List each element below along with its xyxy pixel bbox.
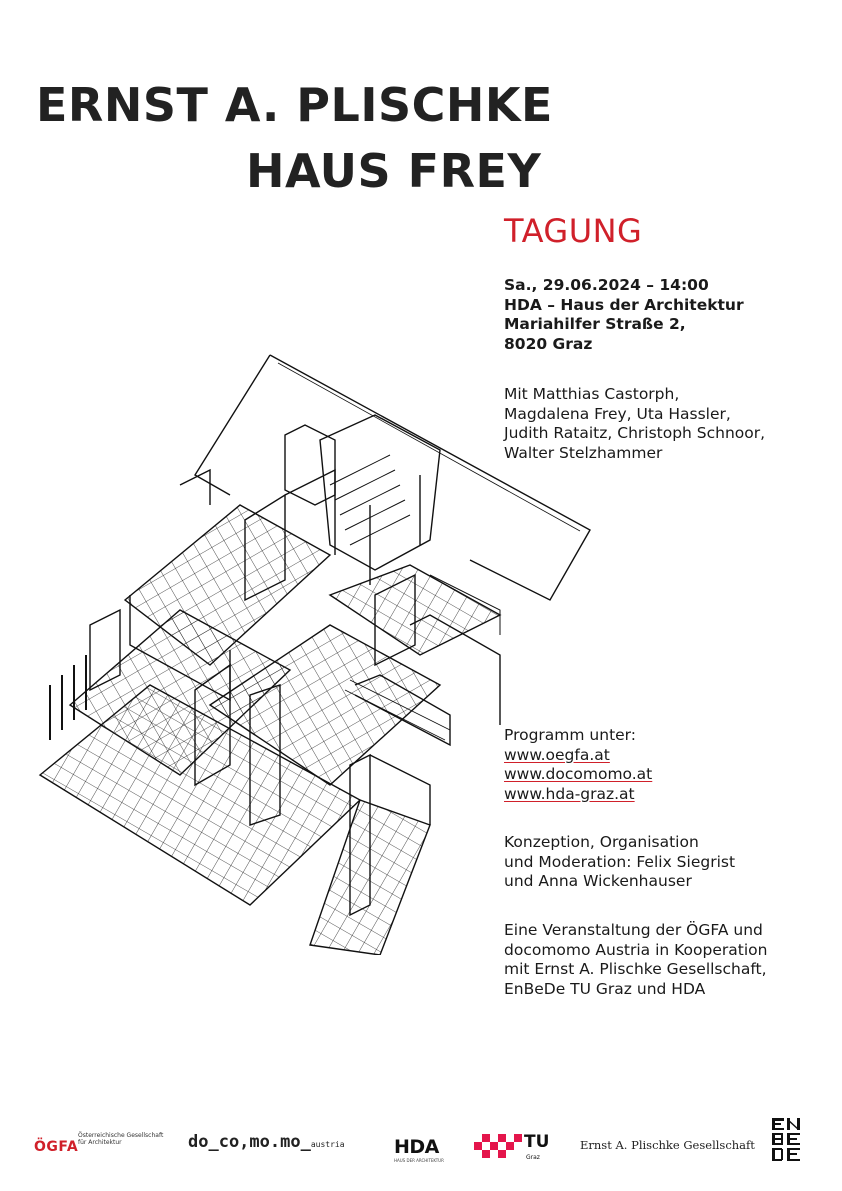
partner-logos-row	[0, 1110, 842, 1170]
hda-logo	[394, 1136, 444, 1163]
tu-graz-logo-mark: TU	[524, 1132, 550, 1152]
speakers-line: Judith Rataitz, Christoph Schnoor,	[504, 424, 766, 442]
docomomo-logo-mark: do_co,mo.mo_	[188, 1132, 311, 1152]
docomomo-logo-subtitle: austria	[310, 1140, 345, 1149]
link-docomomo[interactable]: www.docomomo.at	[504, 765, 653, 783]
speakers-line: Magdalena Frey, Uta Hassler,	[504, 404, 731, 423]
organizer-line: EnBeDe TU Graz und HDA	[504, 979, 706, 998]
speakers-line: Mit Matthias Castorph,	[504, 385, 680, 403]
plischke-gesellschaft-logo: Ernst A. Plischke Gesellschaft	[580, 1138, 755, 1152]
title-line-2: HAUS FREY	[246, 144, 542, 198]
oegfa-logo	[34, 1132, 164, 1155]
organizer-line: Eine Veranstaltung der ÖGFA und	[504, 921, 763, 939]
tu-graz-logo-subtitle: Graz	[526, 1154, 540, 1161]
tu-graz-logo	[474, 1132, 550, 1166]
hda-logo-subtitle: HAUS DER ARCHITEKTUR	[394, 1158, 444, 1163]
organizer-line: docomomo Austria in Kooperation	[504, 940, 768, 959]
enbede-logo	[770, 1116, 802, 1168]
hda-logo-mark: HDA	[394, 1136, 439, 1158]
isometric-floor-plan-drawing	[30, 345, 630, 955]
concept-line: und Moderation: Felix Siegrist	[504, 852, 736, 871]
link-hda-graz[interactable]: www.hda-graz.at	[504, 784, 635, 803]
link-oegfa[interactable]: www.oegfa.at	[504, 745, 610, 764]
event-details	[504, 276, 744, 354]
enbede-logo-icon	[770, 1116, 802, 1164]
concept-line: Konzeption, Organisation	[504, 833, 699, 851]
organizer-line: mit Ernst A. Plischke Gesellschaft,	[504, 960, 767, 978]
event-datetime: Sa., 29.06.2024 – 14:00	[504, 276, 709, 294]
event-venue: HDA – Haus der Architektur	[504, 295, 744, 314]
speakers-line: Walter Stelzhammer	[504, 443, 663, 462]
oegfa-logo-subtitle: Österreichische Gesellschaft für Architektur	[78, 1132, 164, 1146]
oegfa-logo-mark: ÖGFA	[34, 1139, 79, 1155]
tu-graz-logo-icon	[474, 1132, 522, 1162]
title-line-1: ERNST A. PLISCHKE	[36, 78, 553, 132]
event-street: Mariahilfer Straße 2,	[504, 315, 686, 333]
program-label: Programm unter:	[504, 726, 637, 744]
event-city: 8020 Graz	[504, 334, 593, 353]
concept-line: und Anna Wickenhauser	[504, 872, 692, 890]
event-type-heading: TAGUNG	[504, 212, 643, 250]
docomomo-logo	[188, 1132, 345, 1152]
